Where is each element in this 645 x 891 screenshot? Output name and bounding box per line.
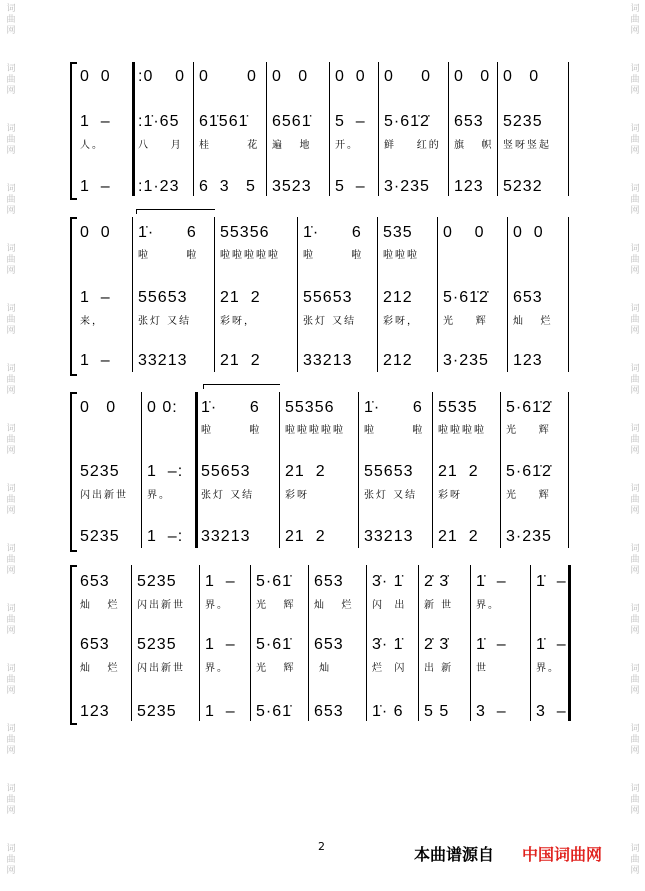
- lyric-line1: 界。: [476, 600, 500, 611]
- voice1-notes: 0 0: [503, 68, 540, 85]
- voice1-notes: 1̇ –: [476, 573, 507, 590]
- watermark-text: 词曲网: [630, 184, 640, 216]
- watermark-text: 词曲网: [630, 784, 640, 816]
- watermark-text: 词曲网: [630, 244, 640, 276]
- voice3-notes: 653: [314, 703, 344, 720]
- voice1-notes: 3̇· 1̇: [372, 573, 404, 590]
- lyric-line2: 灿 烂: [513, 316, 553, 327]
- watermark-text: 词曲网: [6, 724, 16, 756]
- voice2-notes: 5·61̇2̇: [443, 289, 489, 306]
- voice2-notes: 2̇ 3̇: [424, 636, 450, 653]
- voice1-notes: 1̇ –: [536, 573, 567, 590]
- voice1-notes: 2̇ 3̇: [424, 573, 450, 590]
- voice3-notes: 6 3 5: [199, 178, 256, 195]
- voice1-notes: 5·61̇: [256, 573, 293, 590]
- volta-bracket: [136, 209, 215, 214]
- lyric-line2: 八 月: [138, 140, 183, 151]
- lyric-line1: 界。: [205, 600, 229, 611]
- lyric-line1: 新 世: [424, 600, 454, 611]
- watermark-text: 词曲网: [6, 664, 16, 696]
- voice2-notes: 653: [513, 289, 543, 306]
- voice3-notes: 5 –: [335, 178, 366, 195]
- voice1-notes: 1̇· 6: [138, 224, 197, 241]
- lyric-line1: 光 辉: [506, 425, 551, 436]
- site-name[interactable]: 中国词曲网: [522, 845, 603, 864]
- voice1-notes: 0 0: [80, 399, 117, 416]
- voice3-notes: :1·23: [138, 178, 180, 195]
- system-bracket: [70, 392, 77, 552]
- lyric-line2: 旗 帜: [454, 140, 494, 151]
- lyric-line2: 出 新: [424, 663, 454, 674]
- voice3-notes: 123: [454, 178, 484, 195]
- voice3-notes: 1 –: [205, 703, 236, 720]
- voice2-notes: 5235: [503, 113, 543, 130]
- barline: [279, 392, 280, 548]
- voice3-notes: 33213: [201, 528, 251, 545]
- voice1-notes: 5235: [137, 573, 177, 590]
- watermark-text: 词曲网: [630, 604, 640, 636]
- voice2-notes: 1̇ –: [476, 636, 507, 653]
- voice2-notes: 5·61̇: [256, 636, 293, 653]
- barline: [329, 62, 330, 196]
- lyric-line1: 啦 啦: [138, 250, 199, 261]
- voice3-notes: 33213: [364, 528, 414, 545]
- voice3-notes: 3·235: [443, 352, 489, 369]
- barline: [250, 565, 251, 721]
- barline: [266, 62, 267, 196]
- voice2-notes: 212: [383, 289, 413, 306]
- lyric-line2: 光 辉: [506, 490, 551, 501]
- voice3-notes: 1 –: [80, 178, 111, 195]
- voice1-notes: 0 0: [454, 68, 491, 85]
- lyric-line2: 灿 烂: [80, 663, 120, 674]
- voice1-notes: 0 0: [513, 224, 544, 241]
- watermark-text: 词曲网: [6, 424, 16, 456]
- voice1-notes: 0 0: [443, 224, 485, 241]
- lyric-line2: 人。: [80, 140, 104, 151]
- voice2-notes: 5·61̇2̇: [506, 463, 552, 480]
- barline: [418, 565, 419, 721]
- watermark-text: 词曲网: [630, 364, 640, 396]
- voice2-notes: 5235: [137, 636, 177, 653]
- lyric-line1: 啦啦啦啦啦: [220, 250, 280, 261]
- voice3-notes: 212: [383, 352, 413, 369]
- voice3-notes: 21 2: [438, 528, 479, 545]
- watermark-text: 词曲网: [6, 4, 16, 36]
- page-number: 2: [318, 840, 325, 853]
- voice3-notes: 3 –: [476, 703, 507, 720]
- voice2-notes: 5235: [80, 463, 120, 480]
- watermark-text: 词曲网: [630, 304, 640, 336]
- lyric-line2: 开。: [335, 140, 359, 151]
- voice1-notes: 0 0: [272, 68, 309, 85]
- voice1-notes: 653: [314, 573, 344, 590]
- voice3-notes: 5232: [503, 178, 543, 195]
- lyric-line2: 竖呀竖起: [503, 140, 551, 151]
- watermark-text: 词曲网: [630, 664, 640, 696]
- barline: [497, 62, 498, 196]
- lyric-line1: 光 辉: [256, 600, 296, 611]
- voice2-notes: 1 –: [205, 636, 236, 653]
- watermark-text: 词曲网: [6, 304, 16, 336]
- barline: [568, 565, 571, 721]
- lyric-line1: 闪出新世: [137, 600, 185, 611]
- voice1-notes: 5535: [438, 399, 478, 416]
- barline: [366, 565, 367, 721]
- lyric-line1: 闪 出: [372, 600, 407, 611]
- lyric-line2: 桂 花: [199, 140, 260, 151]
- voice1-notes: 1̇· 6: [201, 399, 260, 416]
- lyric-line1: 灿 烂: [314, 600, 354, 611]
- barline: [507, 217, 508, 372]
- lyric-line1: 啦啦啦: [383, 250, 419, 261]
- lyric-line1: 啦 啦: [201, 425, 262, 436]
- lyric-line2: 烂 闪: [372, 663, 407, 674]
- watermark-text: 词曲网: [6, 544, 16, 576]
- barline: [568, 392, 569, 548]
- voice2-notes: 55653: [364, 463, 414, 480]
- barline: [199, 565, 200, 721]
- voice1-notes: 1̇· 6: [364, 399, 423, 416]
- voice1-notes: 0 0: [384, 68, 432, 85]
- barline: [448, 62, 449, 196]
- barline: [297, 217, 298, 372]
- voice3-notes: 33213: [303, 352, 353, 369]
- voice1-notes: 0 0: [80, 224, 111, 241]
- voice3-notes: 5235: [137, 703, 177, 720]
- voice3-notes: 3523: [272, 178, 312, 195]
- barline: [195, 392, 198, 548]
- watermark-text: 词曲网: [630, 724, 640, 756]
- voice2-notes: 55653: [138, 289, 188, 306]
- barline: [568, 217, 569, 372]
- barline: [500, 392, 501, 548]
- watermark-text: 词曲网: [630, 844, 640, 876]
- voice2-notes: 1 –: [80, 113, 111, 130]
- voice2-notes: 1 –: [80, 289, 111, 306]
- voice3-notes: 3·235: [506, 528, 552, 545]
- lyric-line2: 界。: [205, 663, 229, 674]
- watermark-text: 词曲网: [6, 124, 16, 156]
- barline: [568, 62, 569, 196]
- watermark-text: 词曲网: [630, 484, 640, 516]
- lyric-line2: 彩呀: [438, 490, 462, 501]
- voice1-notes: 535: [383, 224, 413, 241]
- lyric-line2: 张灯 又结: [201, 490, 255, 501]
- lyric-line2: 鲜 红的: [384, 140, 441, 151]
- watermark-text: 词曲网: [6, 844, 16, 876]
- voice2-notes: 61̇561̇: [199, 113, 249, 130]
- voice1-notes: 55356: [285, 399, 335, 416]
- barline: [132, 217, 133, 372]
- voice3-notes: 33213: [138, 352, 188, 369]
- lyric-line2: 彩呀，: [383, 316, 419, 327]
- volta-bracket: [203, 384, 280, 389]
- watermark-text: 词曲网: [6, 484, 16, 516]
- voice3-notes: 123: [80, 703, 110, 720]
- lyric-line2: 彩呀，: [220, 316, 256, 327]
- lyric-line2: 闪出新世: [80, 490, 128, 501]
- voice3-notes: 3 –: [536, 703, 567, 720]
- voice2-notes: 21 2: [285, 463, 326, 480]
- lyric-line2: 世: [476, 663, 488, 674]
- voice1-notes: 0 0: [335, 68, 366, 85]
- source-label: 本曲谱源自: [414, 845, 495, 864]
- voice1-notes: 1̇· 6: [303, 224, 362, 241]
- lyric-line2: 闪出新世: [137, 663, 185, 674]
- voice1-notes: 55356: [220, 224, 270, 241]
- lyric-line2: 来，: [80, 316, 104, 327]
- voice3-notes: 1̇· 6: [372, 703, 404, 720]
- barline: [308, 565, 309, 721]
- barline: [470, 565, 471, 721]
- barline: [132, 62, 135, 196]
- voice3-notes: 5 5: [424, 703, 450, 720]
- voice3-notes: 5·61̇: [256, 703, 293, 720]
- voice2-notes: 55653: [303, 289, 353, 306]
- barline: [131, 565, 132, 721]
- voice1-notes: 0 0: [199, 68, 257, 85]
- watermark-text: 词曲网: [630, 4, 640, 36]
- watermark-text: 词曲网: [6, 244, 16, 276]
- watermark-text: 词曲网: [6, 784, 16, 816]
- voice2-notes: 1 –:: [147, 463, 184, 480]
- lyric-line2: 光 辉: [256, 663, 296, 674]
- watermark-right: [628, 4, 642, 891]
- watermark-text: 词曲网: [630, 424, 640, 456]
- voice3-notes: 1 –:: [147, 528, 184, 545]
- voice1-notes: 0 0:: [147, 399, 178, 416]
- voice2-notes: :1̇·65: [138, 113, 180, 130]
- lyric-line1: 啦 啦: [364, 425, 425, 436]
- voice3-notes: 123: [513, 352, 543, 369]
- voice2-notes: 5·61̇2̇: [384, 113, 430, 130]
- watermark-text: 词曲网: [6, 64, 16, 96]
- voice2-notes: 653: [314, 636, 344, 653]
- voice1-notes: 653: [80, 573, 110, 590]
- voice1-notes: :0 0: [138, 68, 186, 85]
- lyric-line2: 张灯 又结: [138, 316, 192, 327]
- barline: [432, 392, 433, 548]
- barline: [377, 217, 378, 372]
- voice2-notes: 21 2: [438, 463, 479, 480]
- barline: [437, 217, 438, 372]
- lyric-line2: 彩呀: [285, 490, 309, 501]
- watermark-left: [4, 4, 18, 891]
- barline: [358, 392, 359, 548]
- voice1-notes: 5·61̇2̇: [506, 399, 552, 416]
- voice3-notes: 5235: [80, 528, 120, 545]
- barline: [193, 62, 194, 196]
- voice2-notes: 55653: [201, 463, 251, 480]
- system-bracket: [70, 217, 77, 376]
- voice3-notes: 3·235: [384, 178, 430, 195]
- lyric-line2: 界。: [147, 490, 171, 501]
- watermark-text: 词曲网: [6, 604, 16, 636]
- voice2-notes: 3̇· 1̇: [372, 636, 404, 653]
- voice2-notes: 21 2: [220, 289, 261, 306]
- voice1-notes: 0 0: [80, 68, 111, 85]
- voice1-notes: 1 –: [205, 573, 236, 590]
- voice3-notes: 21 2: [220, 352, 261, 369]
- barline: [378, 62, 379, 196]
- watermark-text: 词曲网: [630, 64, 640, 96]
- lyric-line1: 灿 烂: [80, 600, 120, 611]
- watermark-text: 词曲网: [6, 184, 16, 216]
- lyric-line2: 遍 地: [272, 140, 312, 151]
- watermark-text: 词曲网: [6, 364, 16, 396]
- lyric-line2: 灿: [314, 663, 332, 674]
- lyric-line1: 啦 啦: [303, 250, 364, 261]
- lyric-line2: 光 辉: [443, 316, 488, 327]
- voice2-notes: 653: [80, 636, 110, 653]
- lyric-line2: 张灯 又结: [303, 316, 357, 327]
- lyric-line1: 啦啦啦啦啦: [285, 425, 345, 436]
- voice2-notes: 1̇ –: [536, 636, 567, 653]
- voice2-notes: 5 –: [335, 113, 366, 130]
- system-bracket: [70, 62, 77, 200]
- voice3-notes: 21 2: [285, 528, 326, 545]
- voice2-notes: 6561̇: [272, 113, 312, 130]
- lyric-line2: 张灯 又结: [364, 490, 418, 501]
- watermark-text: 词曲网: [630, 544, 640, 576]
- lyric-line2: 界。: [536, 663, 560, 674]
- lyric-line1: 啦啦啦啦: [438, 425, 486, 436]
- voice2-notes: 653: [454, 113, 484, 130]
- watermark-text: 词曲网: [630, 124, 640, 156]
- barline: [214, 217, 215, 372]
- voice3-notes: 1 –: [80, 352, 111, 369]
- barline: [530, 565, 531, 721]
- system-bracket: [70, 565, 77, 725]
- barline: [141, 392, 142, 548]
